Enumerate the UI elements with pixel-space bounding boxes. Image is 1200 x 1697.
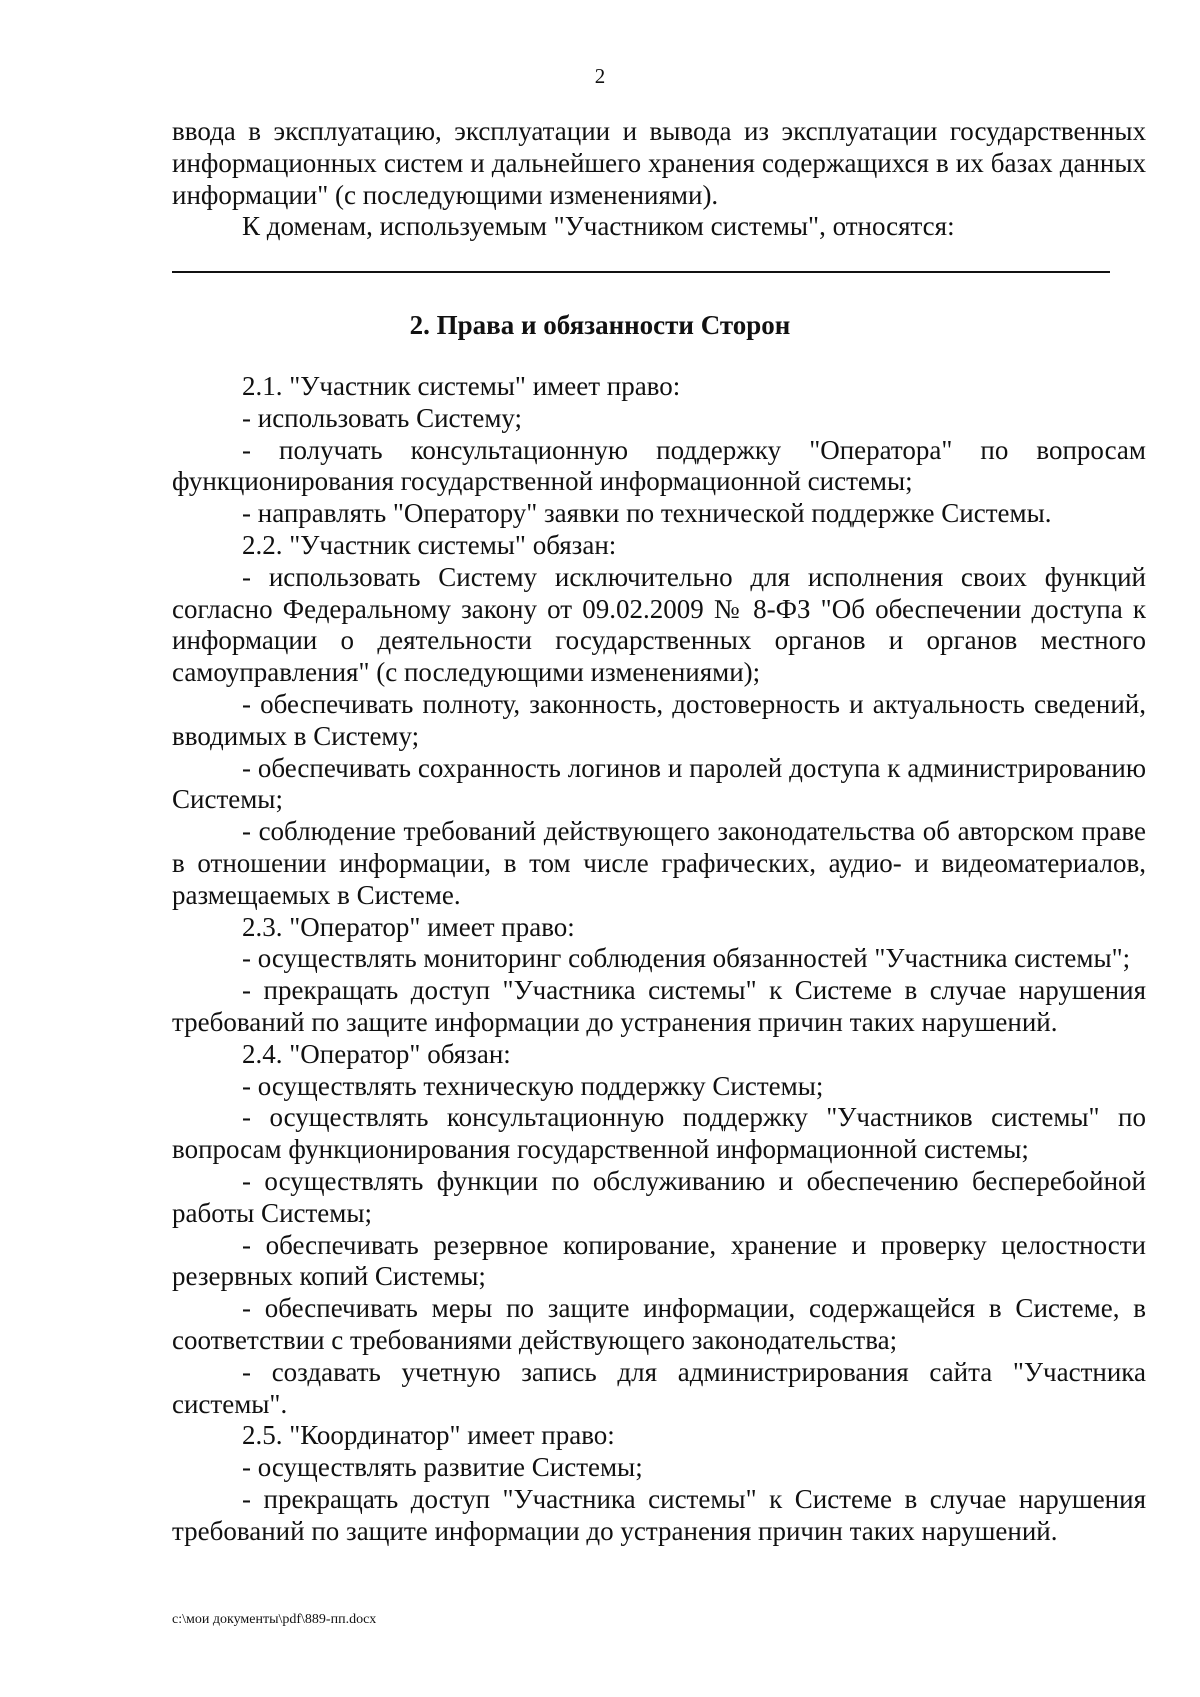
page-number: 2 <box>594 64 606 88</box>
domains-paragraph: К доменам, используемым "Участником системы", относятся: <box>242 211 955 242</box>
list-item: - осуществлять консультационную поддержку "Участников системы" по вопросам функционирования государственной информационной системы; <box>172 1102 1146 1165</box>
list-item: - осуществлять мониторинг соблюдения обязанностей "Участника системы"; <box>242 943 1131 974</box>
list-item: - обеспечивать сохранность логинов и паролей доступа к администрированию Системы; <box>172 752 1146 815</box>
list-item: - прекращать доступ "Участника системы" к Системе в случае нарушения требований по защите информации до устранения причин таких нарушений. <box>172 1483 1146 1546</box>
intro-block <box>172 116 1146 243</box>
list-item: - использовать Систему; <box>242 402 523 433</box>
list-item: - осуществлять функции по обслуживанию и обеспечению бесперебойной работы Системы; <box>172 1165 1146 1228</box>
list-item: - прекращать доступ "Участника системы" к Системе в случае нарушения требований по защите информации до устранения причин таких нарушений. <box>172 975 1146 1037</box>
list-item: - использовать Систему исключительно для исполнения своих функций согласно Федеральному закону от 09.02.2009 № 8-ФЗ "Об обеспечении доступа к информации о деятельности государственных органов и органов местного самоуправления" (с последующими изменениями); <box>172 561 1146 688</box>
list-item: - направлять "Оператору" заявки по технической поддержке Системы. <box>242 498 1052 529</box>
section-body <box>172 371 1146 1547</box>
list-item: - осуществлять техническую поддержку Системы; <box>242 1070 824 1101</box>
section-title: 2. Права и обязанности Сторон <box>409 310 791 340</box>
list-item: - соблюдение требований действующего законодательства об авторском праве в отношении информации, в том числе графических, аудио- и видеоматериалов, размещаемых в Системе. <box>172 816 1146 910</box>
list-item: - создавать учетную запись для администрирования сайта "Участника системы". <box>172 1356 1146 1419</box>
list-item: - обеспечивать полноту, законность, достоверность и актуальность сведений, вводимых в Систему; <box>172 688 1146 751</box>
intro-paragraph: ввода в эксплуатацию, эксплуатации и вывода из эксплуатации государственных информационных систем и дальнейшего хранения содержащихся в их базах данных информации" (с последующими изменениями). <box>172 116 1146 210</box>
list-item: - получать консультационную поддержку "Оператора" по вопросам функционирования государственной информационной системы; <box>172 434 1146 497</box>
clause-2-4-heading: 2.4. "Оператор" обязан: <box>242 1038 511 1069</box>
footer-file-path: c:\мои документы\pdf\889-пп.docx <box>172 1612 377 1627</box>
clause-2-3-heading: 2.3. "Оператор" имеет право: <box>242 911 575 942</box>
list-item: - осуществлять развитие Системы; <box>242 1452 643 1483</box>
list-item: - обеспечивать меры по защите информации, содержащейся в Системе, в соответствии с требованиями действующего законодательства; <box>172 1293 1146 1355</box>
clause-2-2-heading: 2.2. "Участник системы" обязан: <box>242 529 617 560</box>
list-item: - обеспечивать резервное копирование, хранение и проверку целостности резервных копий Системы; <box>172 1229 1146 1292</box>
clause-2-5-heading: 2.5. "Координатор" имеет право: <box>242 1420 615 1451</box>
domain-blank-line <box>172 271 1110 273</box>
clause-2-1-heading: 2.1. "Участник системы" имеет право: <box>242 371 681 401</box>
